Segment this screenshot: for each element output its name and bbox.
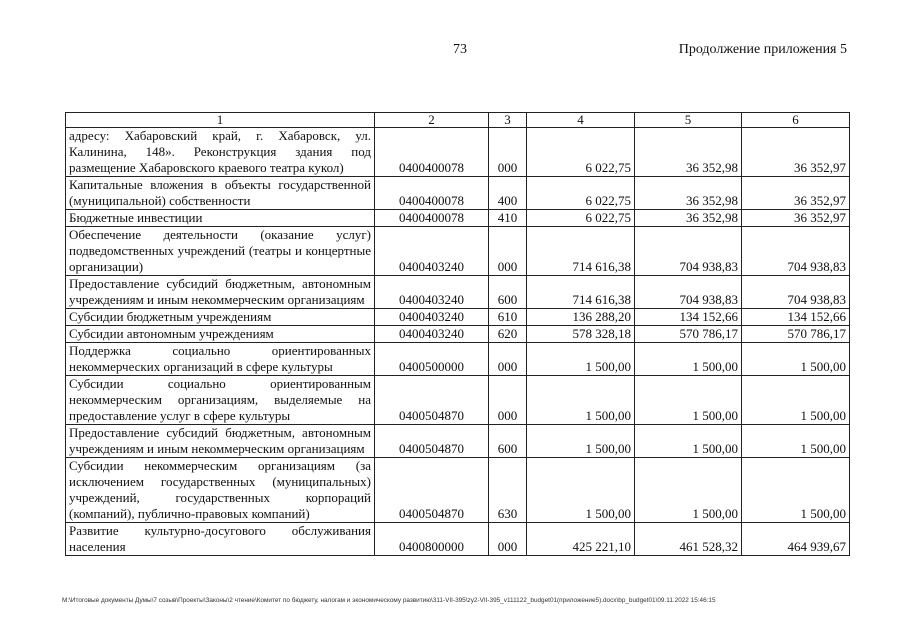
row-name: Предоставление субсидий бюджетным, автономным учреждениям и иным некоммерческим организациям: [66, 276, 375, 309]
row-value-1: 6 022,75: [527, 128, 635, 177]
row-vr: 620: [489, 326, 527, 343]
row-csr: 0400400078: [375, 128, 489, 177]
table-row: [66, 343, 850, 376]
row-vr: 600: [489, 425, 527, 458]
footer-file-path: M:\Итоговые документы Думы\7 созыв\Проекты\Законы\2 чтение\Комитет по бюджету, налогам и экономическому развитию\311-VII-395\zy2-VII-395_v111122_budget01(приложение5).docx\bp_budget01\09.11.2022 15:46:15: [62, 597, 716, 604]
row-csr: 0400403240: [375, 326, 489, 343]
row-value-1: 1 500,00: [527, 376, 635, 425]
row-csr: 0400403240: [375, 309, 489, 326]
row-value-3: 704 938,83: [742, 227, 850, 276]
row-vr: 630: [489, 458, 527, 523]
row-value-3: 36 352,97: [742, 128, 850, 177]
row-value-1: 1 500,00: [527, 425, 635, 458]
row-name: Субсидии социально ориентированным некоммерческим организациям, выделяемые на предоставление услуг в сфере культуры: [66, 376, 375, 425]
table-row: [66, 326, 850, 343]
row-csr: 0400400078: [375, 210, 489, 227]
row-csr: 0400504870: [375, 376, 489, 425]
row-value-1: 714 616,38: [527, 276, 635, 309]
row-vr: 410: [489, 210, 527, 227]
column-number-row: [66, 113, 850, 128]
column-number: 4: [527, 113, 635, 128]
row-value-2: 134 152,66: [635, 309, 742, 326]
row-value-1: 714 616,38: [527, 227, 635, 276]
row-value-3: 704 938,83: [742, 276, 850, 309]
row-value-1: 1 500,00: [527, 458, 635, 523]
budget-table: [65, 112, 850, 556]
row-value-2: 1 500,00: [635, 343, 742, 376]
column-number: 1: [66, 113, 375, 128]
row-value-3: 1 500,00: [742, 343, 850, 376]
row-vr: 600: [489, 276, 527, 309]
row-csr: 0400500000: [375, 343, 489, 376]
row-value-2: 1 500,00: [635, 425, 742, 458]
row-value-3: 464 939,67: [742, 523, 850, 556]
row-value-2: 570 786,17: [635, 326, 742, 343]
row-value-1: 6 022,75: [527, 210, 635, 227]
row-value-2: 704 938,83: [635, 276, 742, 309]
row-csr: 0400403240: [375, 276, 489, 309]
page-number: 73: [453, 42, 467, 57]
row-value-1: 425 221,10: [527, 523, 635, 556]
row-value-2: 704 938,83: [635, 227, 742, 276]
row-value-3: 36 352,97: [742, 210, 850, 227]
row-name: Предоставление субсидий бюджетным, автономным учреждениям и иным некоммерческим организациям: [66, 425, 375, 458]
row-name: Развитие культурно-досугового обслуживания населения: [66, 523, 375, 556]
row-name: Капитальные вложения в объекты государственной (муниципальной) собственности: [66, 177, 375, 210]
table-row: [66, 458, 850, 523]
row-vr: 000: [489, 227, 527, 276]
table-row: [66, 276, 850, 309]
column-number: 2: [375, 113, 489, 128]
table-row: [66, 309, 850, 326]
row-value-2: 461 528,32: [635, 523, 742, 556]
row-csr: 0400800000: [375, 523, 489, 556]
row-value-3: 570 786,17: [742, 326, 850, 343]
row-value-3: 36 352,97: [742, 177, 850, 210]
row-value-3: 1 500,00: [742, 425, 850, 458]
row-name: Субсидии автономным учреждениям: [66, 326, 375, 343]
column-number: 6: [742, 113, 850, 128]
row-value-1: 136 288,20: [527, 309, 635, 326]
row-csr: 0400400078: [375, 177, 489, 210]
row-value-3: 134 152,66: [742, 309, 850, 326]
table-row: [66, 523, 850, 556]
row-name: Бюджетные инвестиции: [66, 210, 375, 227]
row-name: Субсидии некоммерческим организациям (за исключением государственных (муниципальных) учреждений, государственных корпораций (компаний), публично-правовых компаний): [66, 458, 375, 523]
row-value-2: 36 352,98: [635, 128, 742, 177]
row-value-2: 36 352,98: [635, 177, 742, 210]
row-name: адресу: Хабаровский край, г. Хабаровск, ул. Калинина, 148». Реконструкция здания под размещение Хабаровского краевого театра кукол): [66, 128, 375, 177]
continuation-label: Продолжение приложения 5: [678, 42, 847, 57]
row-csr: 0400504870: [375, 425, 489, 458]
row-value-3: 1 500,00: [742, 376, 850, 425]
row-value-1: 6 022,75: [527, 177, 635, 210]
row-vr: 000: [489, 343, 527, 376]
table-row: [66, 128, 850, 177]
column-number: 3: [489, 113, 527, 128]
column-number: 5: [635, 113, 742, 128]
row-value-1: 578 328,18: [527, 326, 635, 343]
row-name: Обеспечение деятельности (оказание услуг) подведомственных учреждений (театры и концертные организации): [66, 227, 375, 276]
row-value-2: 1 500,00: [635, 376, 742, 425]
row-vr: 000: [489, 523, 527, 556]
row-value-2: 1 500,00: [635, 458, 742, 523]
table-row: [66, 425, 850, 458]
row-vr: 610: [489, 309, 527, 326]
table-row: [66, 210, 850, 227]
row-value-3: 1 500,00: [742, 458, 850, 523]
row-vr: 000: [489, 376, 527, 425]
row-csr: 0400403240: [375, 227, 489, 276]
table-row: [66, 376, 850, 425]
table-row: [66, 177, 850, 210]
row-csr: 0400504870: [375, 458, 489, 523]
row-value-2: 36 352,98: [635, 210, 742, 227]
row-vr: 000: [489, 128, 527, 177]
table-row: [66, 227, 850, 276]
row-vr: 400: [489, 177, 527, 210]
row-name: Поддержка социально ориентированных некоммерческих организаций в сфере культуры: [66, 343, 375, 376]
row-name: Субсидии бюджетным учреждениям: [66, 309, 375, 326]
row-value-1: 1 500,00: [527, 343, 635, 376]
